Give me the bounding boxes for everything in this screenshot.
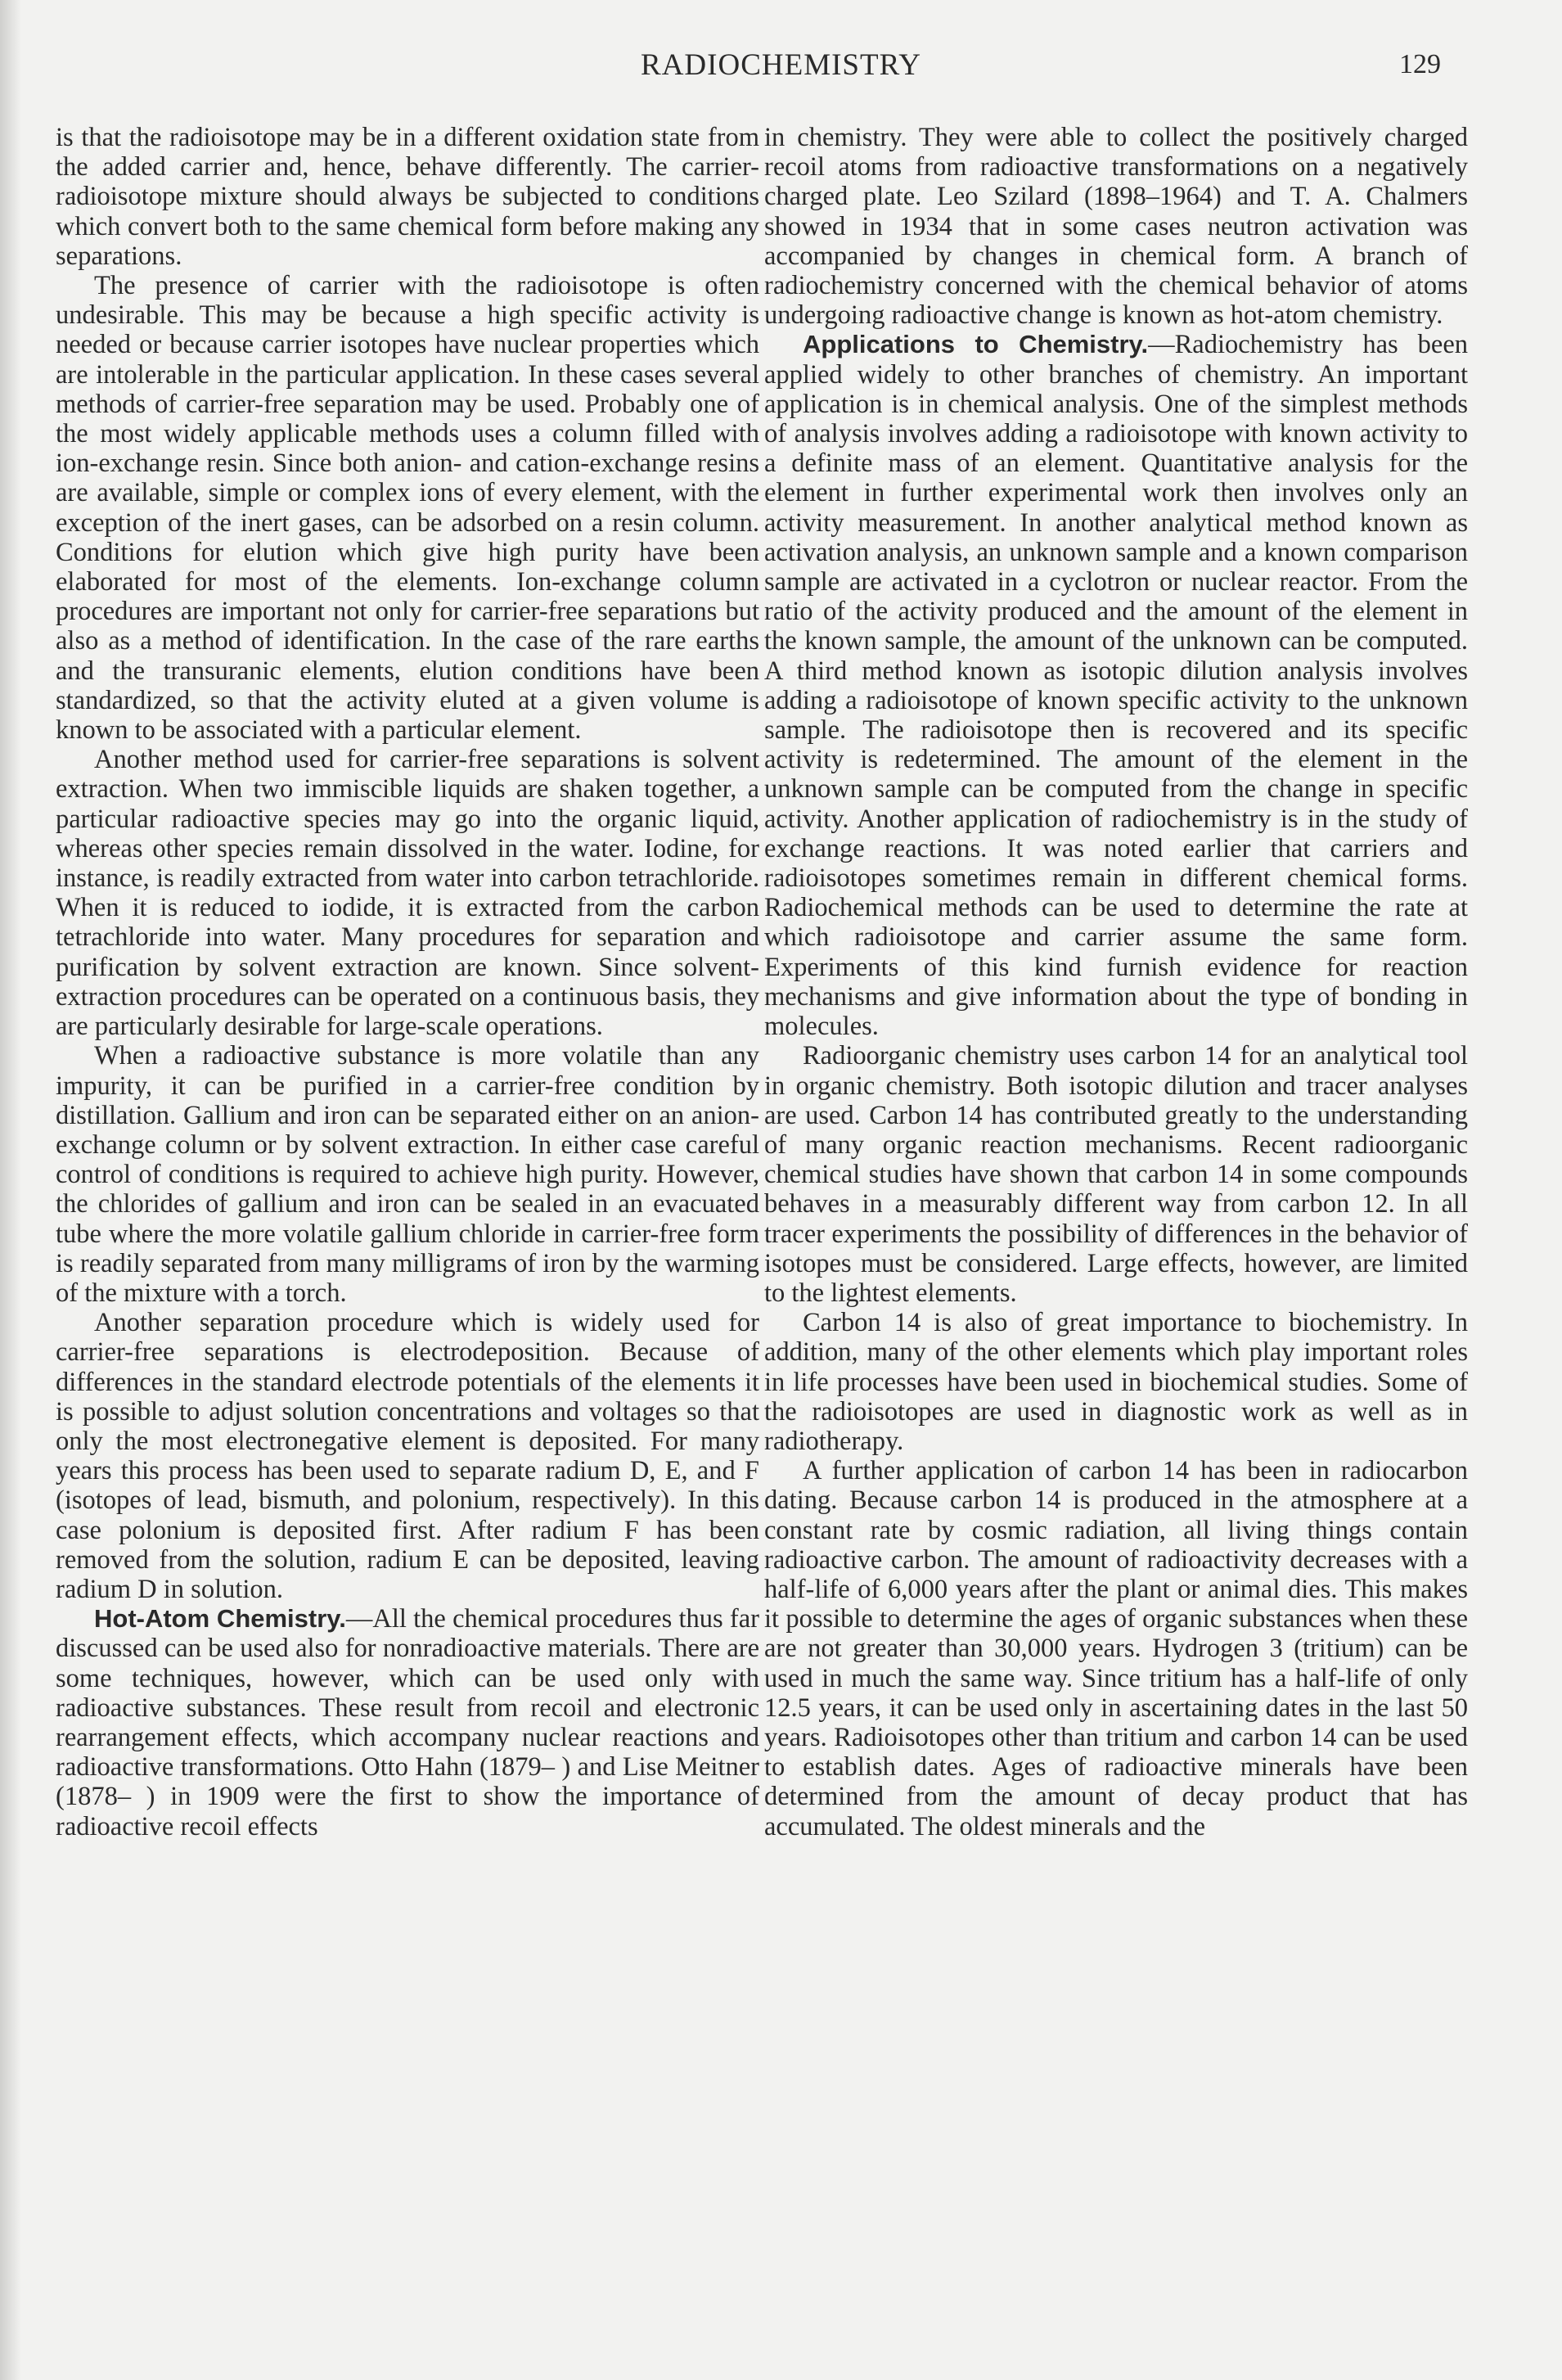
paragraph: Another separation procedure which is widely used for carrier-free separations is electrodeposition. Because of differences in the standard electrode potentials of the elements it is possible to adjust solution concentrations and voltages so that only the most electronegative element is deposited. For many years this process has been used to separate radium D, E, and F (isotopes of lead, bismuth, and polonium, respectively). In this case polonium is deposited first. After radium F has been removed from the solution, radium E can be deposited, leaving radium D in solution. (56, 1308, 759, 1604)
page-edge-shadow (0, 0, 21, 2380)
section-heading-hot-atom: Hot-Atom Chemistry. (94, 1604, 346, 1634)
paragraph-text: —All the chemical procedures thus far discussed can be used also for nonradioactive materials. There are some techniques, however, which can be used only with radioactive substances. These result from recoil and electronic rearrangement effects, which accompany nuclear reactions and radioactive transformations. Otto Hahn (1879– ) and Lise Meitner (1878– ) in 1909 were the first to show the importance of radioactive recoil effects (56, 1604, 760, 1841)
paragraph-text: —Radiochemistry has been applied widely to other branches of chemistry. An important application is in chemical analysis. One of the simplest methods of analysis involves adding a radioisotope with known activity to a definite mass of an element. Quantitative analysis for the element in further experimental work then involves only an activity measurement. In another analytical method known as activation analysis, an unknown sample and a known comparison sample are activated in a cyclotron or nuclear reactor. From the ratio of the activity produced and the amount of the element in the known sample, the amount of the unknown can be computed. A third method known as isotopic dilution analysis involves adding a radioisotope of known specific activity to the unknown sample. The radioisotope then is recovered and its specific activity is redetermined. The amount of the element in the unknown sample can be computed from the change in specific activity. Another application of radiochemistry is in the study of exchange reactions. It was noted earlier that carriers and radioisotopes sometimes remain in different chemical forms. Radiochemical methods can be used to determine the rate at which radioisotope and carrier assume the same form. Experiments of this kind furnish evidence for reaction mechanisms and give information about the type of bonding in molecules. (764, 330, 1469, 1042)
paragraph-hot-atom (56, 1604, 759, 1841)
paragraph: is that the radioisotope may be in a different oxidation state from the added carrier and, hence, behave differently. The carrier-radioisotope mixture should always be subjected to conditions which convert both to the same chemical form before making any separations. (56, 123, 759, 271)
page-number: 129 (1399, 49, 1441, 79)
paragraph: in chemistry. They were able to collect the positively charged recoil atoms from radioactive transformations on a negatively charged plate. Leo Szilard (1898–1964) and T. A. Chalmers showed in 1934 that in some cases neutron activation was accompanied by changes in chemical form. A branch of radiochemistry concerned with the chemical behavior of atoms undergoing radioactive change is known as hot-atom chemistry. (764, 123, 1468, 331)
paragraph: A further application of carbon 14 has been in radiocarbon dating. Because carbon 14 is produced in the atmosphere at a constant rate by cosmic radiation, all living things contain radioactive carbon. The amount of radioactivity decreases with a half-life of 6,000 years after the plant or animal dies. This makes it possible to determine the ages of organic substances when these are not greater than 30,000 years. Hydrogen 3 (tritium) can be used in much the same way. Since tritium has a half-life of only 12.5 years, it can be used only in ascertaining dates in the last 50 years. Radioisotopes other than tritium and carbon 14 can be used to establish dates. Ages of radioactive minerals have been determined from the amount of decay product that has accumulated. The oldest minerals and the (764, 1456, 1468, 1841)
section-heading-applications: Applications to Chemistry. (803, 330, 1149, 359)
paragraph: Another method used for carrier-free separations is solvent extraction. When two immiscible liquids are shaken together, a particular radioactive species may go into the organic liquid, whereas other species remain dissolved in the water. Iodine, for instance, is readily extracted from water into carbon tetrachloride. When it is reduced to iodide, it is extracted from the carbon tetrachloride into water. Many procedures for separation and purification by solvent extraction are known. Since solvent-extraction procedures can be operated on a continuous basis, they are particularly desirable for large-scale operations. (56, 745, 759, 1042)
paragraph-applications (764, 330, 1468, 1041)
paragraph: Carbon 14 is also of great importance to biochemistry. In addition, many of the other elements which play important roles in life processes have been used in biochemical studies. Some of the radioisotopes are used in diagnostic work as well as in radiotherapy. (764, 1308, 1468, 1456)
left-column (56, 123, 759, 1841)
paragraph: When a radioactive substance is more volatile than any impurity, it can be purified in a carrier-free condition by distillation. Gallium and iron can be separated either on an anion-exchange column or by solvent extraction. In either case careful control of conditions is required to achieve high purity. However, the chlorides of gallium and iron can be sealed in an evacuated tube where the more volatile gallium chloride in carrier-free form is readily separated from many milligrams of iron by the warming of the mixture with a torch. (56, 1041, 759, 1308)
page-header (0, 47, 1562, 88)
paragraph: Radioorganic chemistry uses carbon 14 for an analytical tool in organic chemistry. Both isotopic dilution and tracer analyses are used. Carbon 14 has contributed greatly to the understanding of many organic reaction mechanisms. Recent radioorganic chemical studies have shown that carbon 14 in some compounds behaves in a measurably different way from carbon 12. In all tracer experiments the possibility of differences in the behavior of isotopes must be considered. Large effects, however, are limited to the lightest elements. (764, 1041, 1468, 1308)
right-column (764, 123, 1468, 1841)
running-head: RADIOCHEMISTRY (641, 48, 921, 82)
paragraph: The presence of carrier with the radioisotope is often undesirable. This may be because a high specific activity is needed or because carrier isotopes have nuclear properties which are intolerable in the particular application. In these cases several methods of carrier-free separation may be used. Probably one of the most widely applicable methods uses a column filled with ion-exchange resin. Since both anion- and cation-exchange resins are available, simple or complex ions of every element, with the exception of the inert gases, can be adsorbed on a resin column. Conditions for elution which give high purity have been elaborated for most of the elements. Ion-exchange column procedures are important not only for carrier-free separations but also as a method of identification. In the case of the rare earths and the transuranic elements, elution conditions have been standardized, so that the activity eluted at a given volume is known to be associated with a particular element. (56, 271, 759, 746)
